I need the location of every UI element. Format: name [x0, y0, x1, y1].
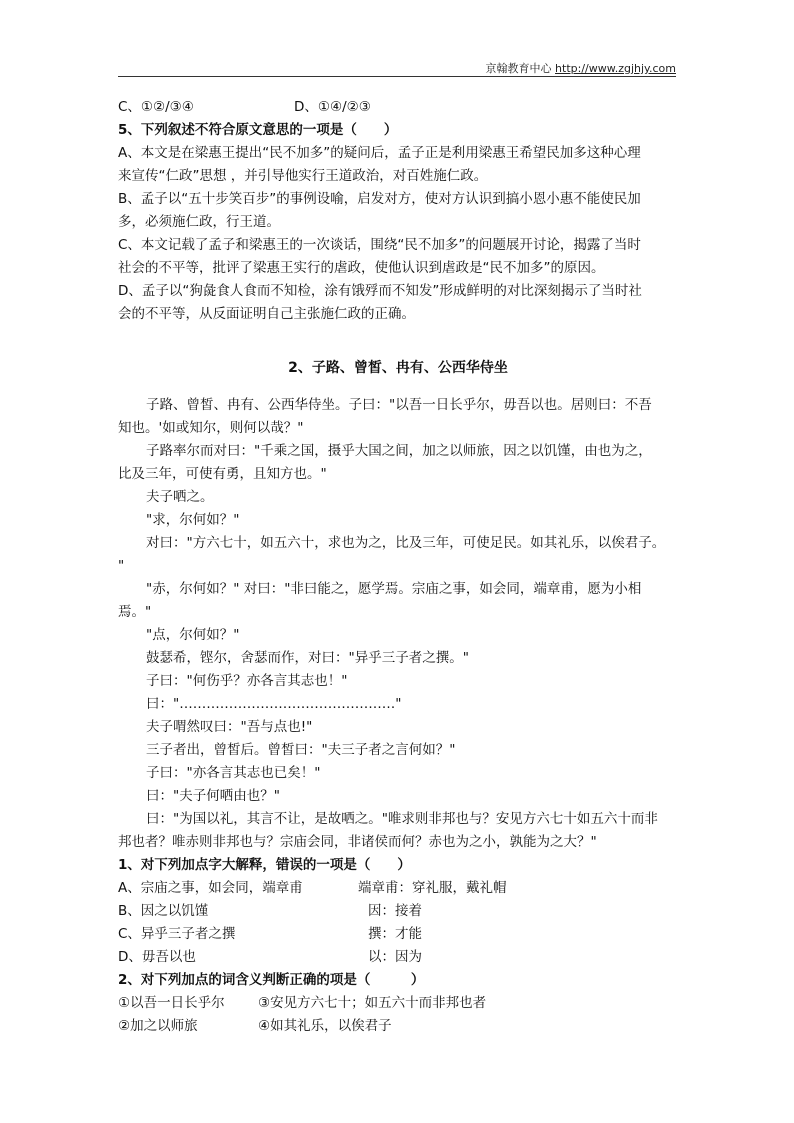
passage-line: "点，尔何如？": [146, 627, 240, 643]
q1-explanation-a: 端章甫：穿礼服，戴礼帽: [358, 880, 507, 896]
q1-explanation-b: 因：接着: [368, 903, 422, 919]
passage-line: ": [118, 558, 125, 574]
q2-item-4: ④如其礼乐，以俟君子: [258, 1018, 392, 1034]
q5-option-a-line1: A、本文是在梁惠王提出“民不加多”的疑问后，孟子正是利用梁惠王希望民加多这种心理: [118, 145, 641, 161]
q1-option-row: [118, 877, 678, 900]
q4-option-c: C、①②/③④: [118, 99, 194, 115]
spacer: [118, 380, 678, 394]
header-rule: [118, 76, 676, 77]
q1-option-d: D、毋吾以也: [118, 949, 196, 965]
q2-item-3: ③安见方六七十；如五六十而非邦也者: [258, 995, 487, 1011]
q1-option-row: [118, 923, 678, 946]
q1-option-row: [118, 946, 678, 969]
q5-question: 5、下列叙述不符合原文意思的一项是（ ）: [118, 122, 398, 138]
header-url[interactable]: http://www.zgjhjy.com: [555, 62, 676, 75]
section-title: 2、子路、曾皙、冉有、公西华侍坐: [288, 360, 508, 376]
passage-line: 曰："夫子何哂由也？": [146, 788, 280, 804]
q1-option-row: [118, 900, 678, 923]
passage-line: 夫子喟然叹曰："吾与点也!": [146, 719, 313, 735]
q1-option-b: B、因之以饥馑: [118, 903, 209, 919]
q4-option-d: D、①④/②③: [294, 99, 371, 115]
q5-option-d-line1: D、孟子以“狗彘食人食而不知检，涂有饿殍而不知发”形成鲜明的对比深刻揭示了当时社: [118, 283, 642, 299]
passage-line: 三子者出，曾皙后。曾皙曰："夫三子者之言何如？": [146, 742, 456, 758]
q5-option-b-line1: B、孟子以“五十步笑百步”的事例设喻，启发对方，使对方认识到搞小恩小惠不能使民加: [118, 191, 641, 207]
passage-line: 鼓瑟希，铿尔，舍瑟而作，对曰："异乎三子者之撰。": [146, 650, 469, 666]
q2-question: 2、对下列加点的词含义判断正确的项是（ ）: [118, 972, 425, 988]
q2-item-2: ②加之以师旅: [118, 1018, 198, 1034]
header-org: 京翰教育中心: [485, 62, 552, 75]
passage-line: 邦也者？唯赤则非邦也与？宗庙会同，非诸侯而何？赤也为之小，孰能为之大？": [118, 834, 597, 850]
q5-option-c-line1: C、本文记载了孟子和梁惠王的一次谈话，围绕“民不加多”的问题展开讨论，揭露了当时: [118, 237, 641, 253]
q1-explanation-d: 以：因为: [368, 949, 422, 965]
q5-option-c-line2: 社会的不平等，批评了梁惠王实行的虐政，使他认识到虐政是“民不加多”的原因。: [118, 260, 605, 276]
passage-line: 子曰："亦各言其志也已矣！": [146, 765, 321, 781]
page-content: [118, 96, 678, 1038]
q5-option-a-line2: 来宣传“仁政”思想 ，并引导他实行王道政治，对百姓施仁政。: [118, 168, 488, 184]
q4-options-row: [118, 96, 678, 119]
passage-line: "求，尔何如？": [146, 512, 240, 528]
passage-line: 比及三年，可使有勇，且知方也。": [118, 466, 327, 482]
q1-explanation-c: 撰：才能: [368, 926, 422, 942]
q2-item-row: [118, 1015, 678, 1038]
page-header: [118, 60, 676, 74]
passage-line: 知也。'如或知尔，则何以哉？": [118, 420, 304, 436]
passage-line: 夫子哂之。: [146, 489, 214, 505]
q5-option-d-line2: 会的不平等，从反面证明自己主张施仁政的正确。: [118, 306, 415, 322]
passage-line: 子曰："何伤乎？亦各言其志也！": [146, 673, 348, 689]
spacer: [118, 326, 678, 356]
passage-line: 子路率尔而对曰："千乘之国，摄乎大国之间，加之以师旅，因之以饥馑，由也为之，: [146, 443, 652, 459]
q1-question: 1、对下列加点字大解释，错误的一项是（ ）: [118, 857, 411, 873]
passage-line: 对曰："方六七十，如五六十，求也为之，比及三年，可使足民。如其礼乐，以俟君子。: [146, 535, 666, 551]
q2-item-1: ①以吾一日长乎尔: [118, 995, 225, 1011]
passage-line: 焉。": [118, 604, 152, 620]
q2-item-row: [118, 992, 678, 1015]
passage-line: 子路、曾皙、冉有、公西华侍坐。子曰："以吾一日长乎尔，毋吾以也。居则曰：不吾: [146, 397, 652, 413]
q1-option-a: A、宗庙之事，如会同，端章甫: [118, 880, 303, 896]
passage-line: 曰："…………………………………………": [146, 696, 402, 712]
q5-option-b-line2: 多，必须施仁政，行王道。: [118, 214, 280, 230]
passage-line: 曰："为国以礼，其言不让，是故哂之。"唯求则非邦也与？安见方六七十如五六十而非: [146, 811, 658, 827]
q1-option-c: C、异乎三子者之撰: [118, 926, 236, 942]
passage-line: "赤，尔何如？" 对曰："非曰能之，愿学焉。宗庙之事，如会同，端章甫，愿为小相: [146, 581, 642, 597]
